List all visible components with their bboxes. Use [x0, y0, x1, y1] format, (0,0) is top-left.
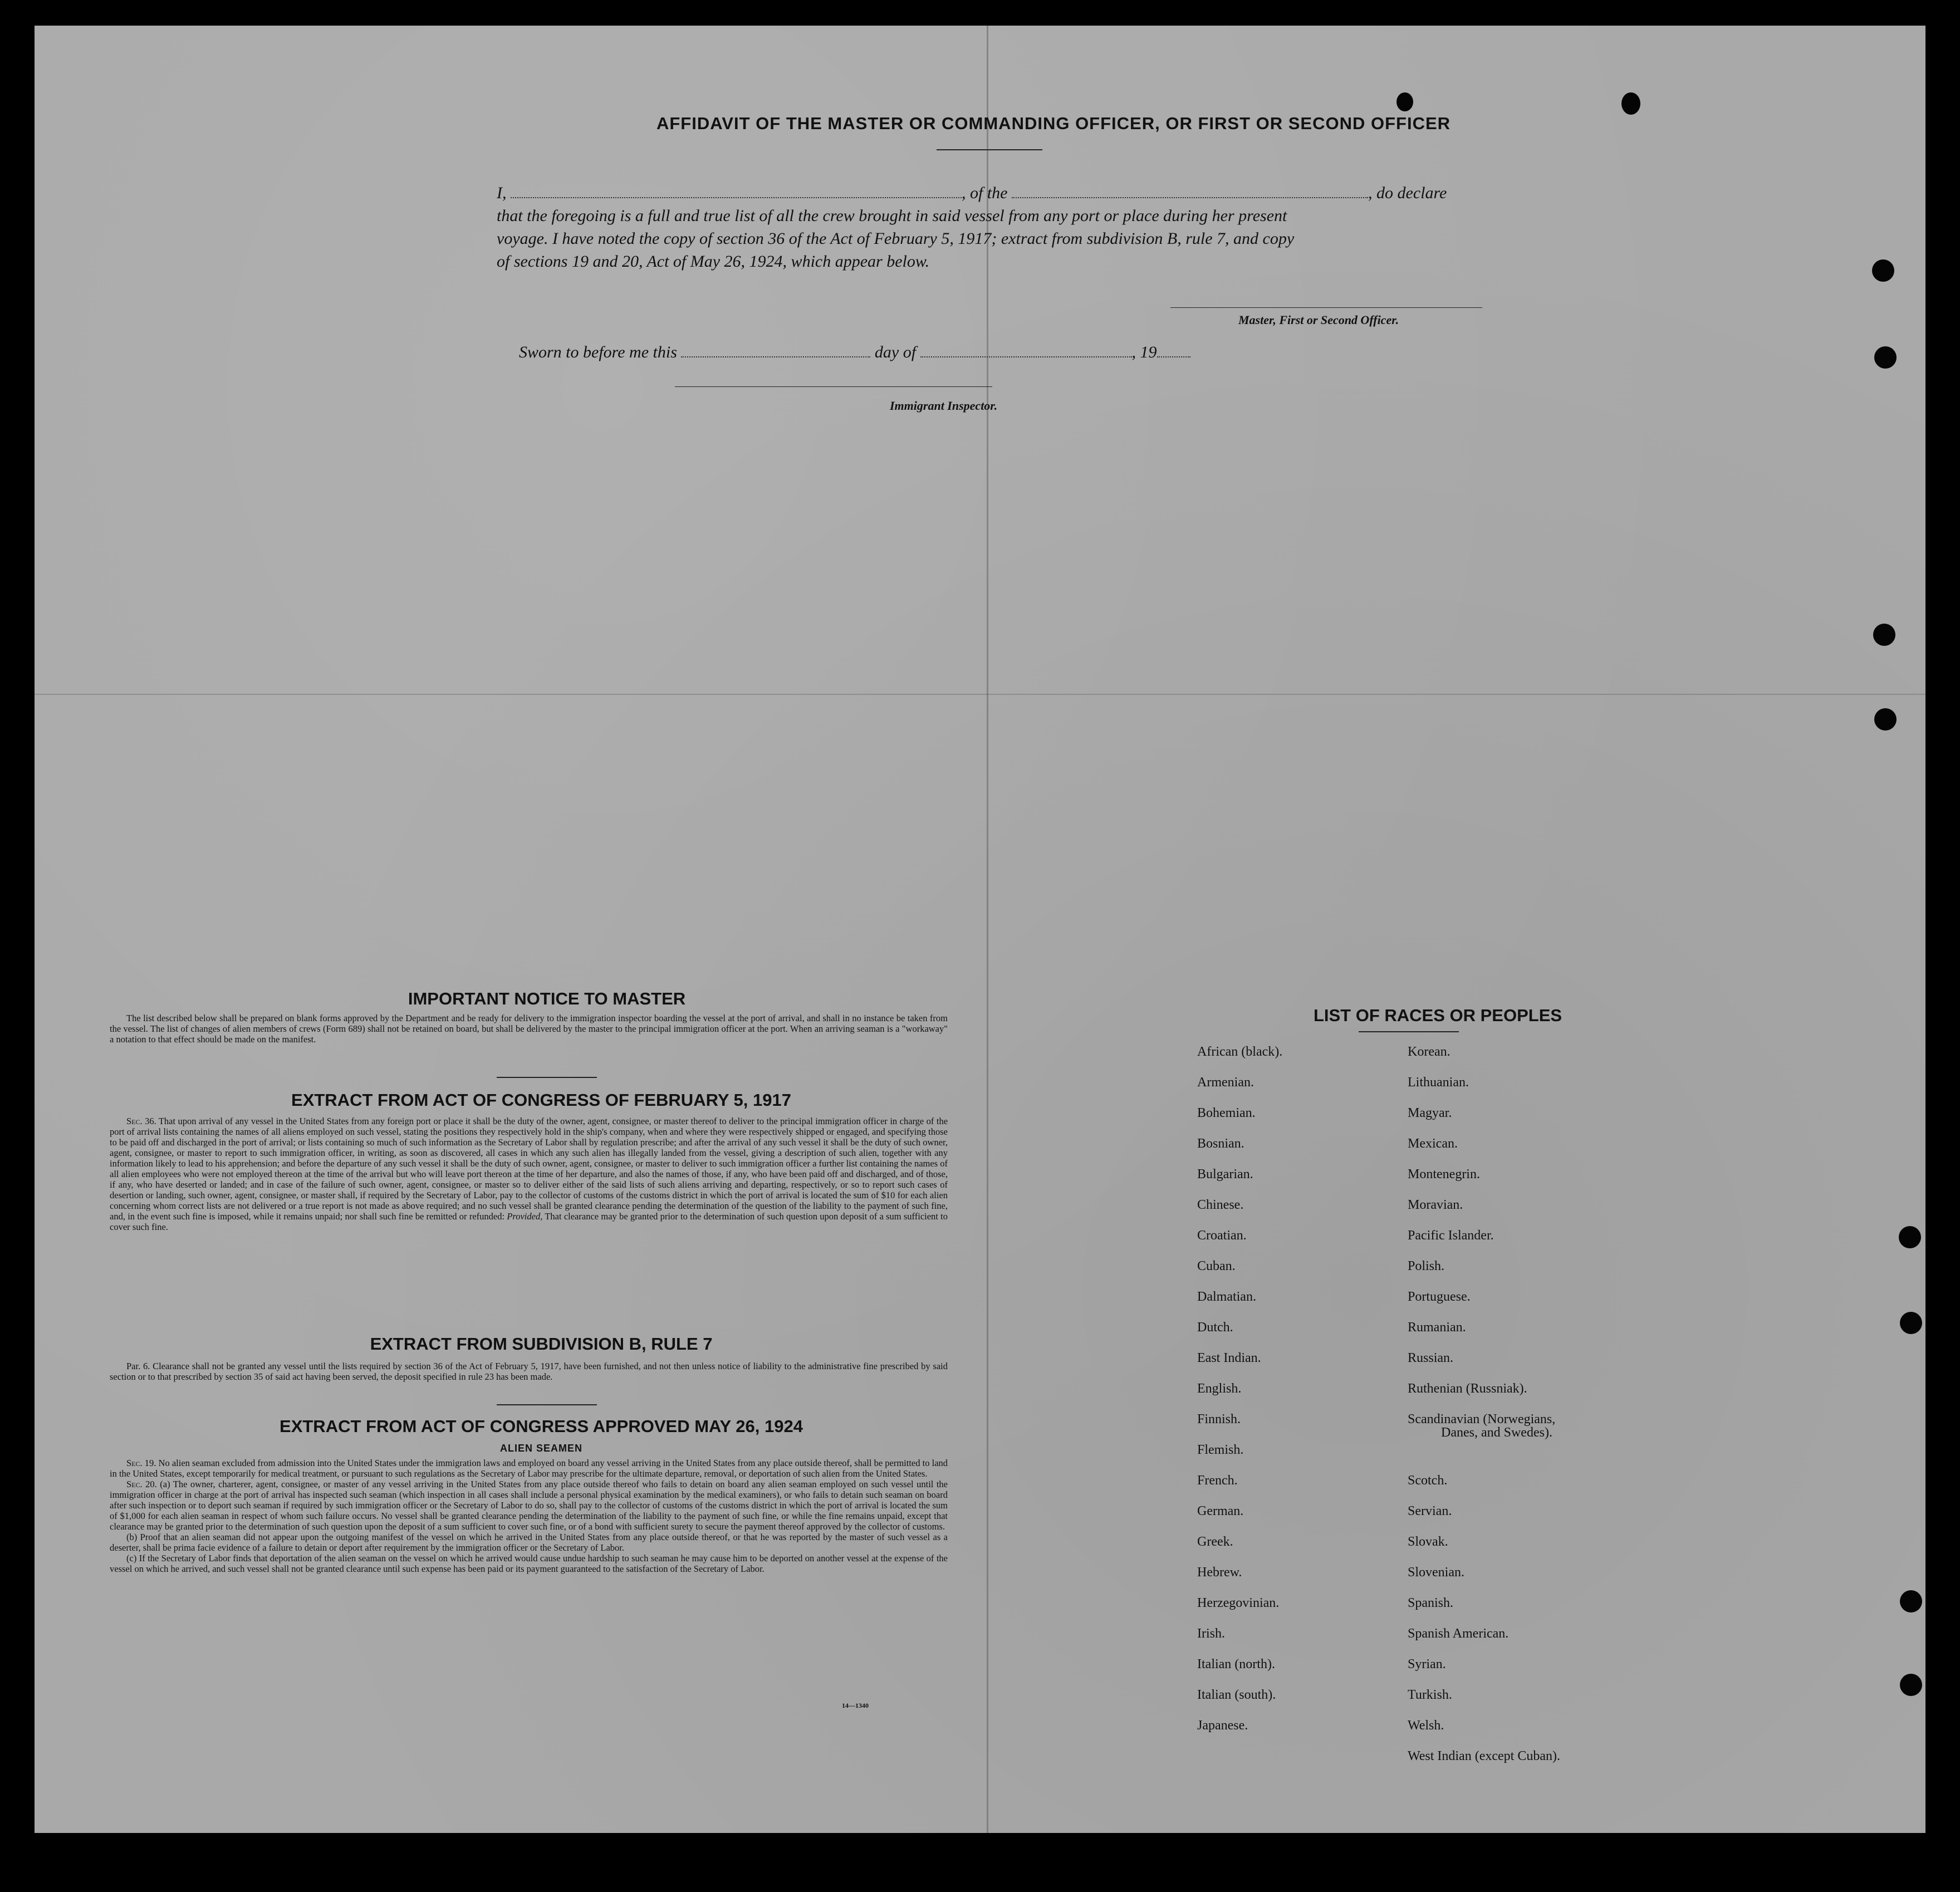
race-item: English.	[1197, 1381, 1242, 1396]
race-item: Danes, and Swedes).	[1441, 1425, 1552, 1440]
race-item: Russian.	[1408, 1351, 1454, 1365]
race-item: African (black).	[1197, 1045, 1283, 1059]
declaration-line-3: voyage. I have noted the copy of section 36 of the Act of February 5, 1917; extract from subdivision B, rule 7, and copy	[497, 229, 1295, 248]
race-item: West Indian (except Cuban).	[1408, 1749, 1560, 1763]
sec-36-label: Sec. 36.	[126, 1116, 156, 1126]
notice-body	[110, 1013, 948, 1045]
document-page	[35, 26, 1925, 1833]
signature-line[interactable]	[1170, 307, 1482, 308]
declaration-do-declare: , do declare	[1368, 184, 1447, 202]
sec-36-text: That upon arrival of any vessel in the United States from any foreign port or place it shall be the duty of the owner, agent, consignee, or master thereof to deliver to the principal immigration officer in charge of the port of arrival lists containing the names of all aliens employed on such vessel, stating the positions they respectively hold in the ship's company, when and where they were respectively shipped or engaged, and specifying those to be paid off and discharged in the port of arrival; or lists containing so much of such information as the Secretary of Labor shall by regulation prescribe; and after the arrival of any such vessel it shall be the duty of such owner, agent, consignee, or master to report to such immigration officer, in writing, as soon as discovered, all cases in which any such alien has illegally landed from the vessel, giving a description of such alien, together with any information likely to lead to his apprehension; and before the departure of any such vessel it shall be the duty of such owner, agent, consignee, or master to deliver to such immigration officer a further list containing the names of all alien employees who were not employed thereon at the time of the arrival but who will leave port thereon at the time of her departure, and also the names of those, if any, who have been paid off and discharged, and of those, if any, who have deserted or landed; and in case of the failure of such owner, agent, consignee, or master so to deliver either of the said lists of such aliens arriving and departing, respectively, or so to report such cases of desertion or landing, such owner, agent, consignee, or master shall, if required by the Secretary of Labor, pay to the collector of customs of the customs district in which the port of arrival is located the sum of $10 for each alien concerning whom correct lists are not delivered or a true report is not made as above required; and no such vessel shall be granted clearance pending the determination of the question of the liability to the payment of such fine, and, in the event such fine is imposed, while it remains unpaid; nor shall such fine be remitted or refunded:	[110, 1116, 948, 1222]
divider	[937, 149, 1042, 150]
year-field[interactable]	[1157, 355, 1190, 357]
provided-label: Provided,	[507, 1211, 543, 1222]
race-item: Servian.	[1408, 1504, 1452, 1518]
race-item: Turkish.	[1408, 1688, 1452, 1702]
race-item: Rumanian.	[1408, 1320, 1466, 1335]
race-item: East Indian.	[1197, 1351, 1261, 1365]
race-item: Irish.	[1197, 1626, 1225, 1641]
race-item: Herzegovinian.	[1197, 1596, 1280, 1610]
provided-text: That clearance may be granted prior to the determination of such question upon deposit of a sum sufficient to cover such fine.	[110, 1211, 948, 1232]
sec-20-label: Sec. 20.	[126, 1479, 157, 1489]
race-item: Italian (south).	[1197, 1688, 1276, 1702]
race-item: Moravian.	[1408, 1198, 1463, 1212]
master-label: Master, First or Second Officer.	[1238, 313, 1399, 327]
races-title: LIST OF RACES OR PEOPLES	[1313, 1006, 1562, 1025]
race-item: Ruthenian (Russniak).	[1408, 1381, 1527, 1396]
fold-line	[987, 26, 988, 1833]
race-item: German.	[1197, 1504, 1244, 1518]
divider	[497, 1077, 597, 1078]
sec-19-label: Sec. 19.	[126, 1458, 156, 1468]
sec-20-c: (c) If the Secretary of Labor finds that deportation of the alien seaman on the vessel on which he arrived would cause undue hardship to such seaman he may cause him to be deported on another vessel at the expense of the vessel on which he arrived, and such vessel shall not be granted clearance until such expense has been paid or its payment guaranteed to the satisfaction of the Secretary of Labor.	[110, 1553, 948, 1574]
race-item: Bulgarian.	[1197, 1167, 1253, 1182]
race-item: Mexican.	[1408, 1136, 1458, 1151]
race-item: Portuguese.	[1408, 1290, 1471, 1304]
race-item: Magyar.	[1408, 1106, 1452, 1120]
declaration-line-4: of sections 19 and 20, Act of May 26, 1924, which appear below.	[497, 252, 930, 271]
extract-1917-title: EXTRACT FROM ACT OF CONGRESS OF FEBRUARY 5, 1917	[291, 1090, 791, 1110]
rule-7-body	[110, 1361, 948, 1382]
race-item: Scotch.	[1408, 1473, 1448, 1488]
declaration-of-the: , of the	[962, 184, 1008, 202]
name-field[interactable]	[511, 196, 962, 198]
race-item: Italian (north).	[1197, 1657, 1275, 1672]
divider	[1359, 1031, 1459, 1032]
year-prefix: , 19	[1131, 343, 1157, 361]
declaration-i: I,	[497, 184, 507, 202]
form-number: 14—1340	[842, 1702, 869, 1709]
race-item: Scandinavian (Norwegians,	[1408, 1412, 1556, 1427]
race-item: Cuban.	[1197, 1259, 1236, 1273]
race-item: Polish.	[1408, 1259, 1445, 1273]
day-of-label: day of	[874, 343, 917, 361]
race-item: Armenian.	[1197, 1075, 1254, 1090]
notice-text: The list described below shall be prepared on blank forms approved by the Department and be ready for delivery to the immigration inspector boarding the vessel at the port of arrival, and shall in no instance be taken from the vessel. The list of changes of alien members of crews (Form 689) shall not be retained on board, but shall be delivered by the master to the principal immigration officer at the port. When an arriving seaman is a "workaway" a notation to that effect should be made on the manifest.	[110, 1013, 948, 1045]
race-item: Japanese.	[1197, 1718, 1248, 1733]
punch-hole	[1872, 259, 1894, 282]
affidavit-title: AFFIDAVIT OF THE MASTER OR COMMANDING OFFICER, OR FIRST OR SECOND OFFICER	[656, 114, 1451, 133]
race-item: Lithuanian.	[1408, 1075, 1469, 1090]
rule-7-title: EXTRACT FROM SUBDIVISION B, RULE 7	[370, 1334, 713, 1354]
extract-1917-body	[110, 1116, 948, 1232]
rule-7-text: Par. 6. Clearance shall not be granted any vessel until the lists required by section 36 of the Act of February 5, 1917, have been furnished, and not then unless notice of liability to the administrative fine prescribed by said section or to that prescribed by section 35 of said act having been served, the deposit specified in rule 23 has been made.	[110, 1361, 948, 1382]
race-item: Montenegrin.	[1408, 1167, 1480, 1182]
sworn-prefix: Sworn to before me this	[519, 343, 677, 361]
race-item: Bohemian.	[1197, 1106, 1256, 1120]
vessel-field[interactable]	[1012, 196, 1368, 198]
race-item: Spanish American.	[1408, 1626, 1509, 1641]
race-item: Spanish.	[1408, 1596, 1454, 1610]
race-item: Welsh.	[1408, 1718, 1444, 1733]
race-item: Finnish.	[1197, 1412, 1241, 1427]
punch-hole	[1396, 92, 1413, 111]
punch-hole	[1900, 1590, 1922, 1612]
race-item: Syrian.	[1408, 1657, 1446, 1672]
punch-hole	[1899, 1226, 1921, 1248]
race-item: Dutch.	[1197, 1320, 1233, 1335]
sec-20-text: (a) The owner, charterer, agent, consignee, or master of any vessel arriving in the United States from any place outside thereof who fails to detain on board any alien seaman employed on such vessel until the immigration officer in charge at the port of arrival has inspected such seaman (which inspection in all cases shall include a personal physical examination by the medical examiners), or who fails to detain such seaman on board after such inspection or to deport such seaman if required by such immigration officer or the Secretary of Labor to do so, shall pay to the collector of customs of the customs district in which the port of arrival is located the sum of $1,000 for each alien seaman in respect of whom such failure occurs. No vessel shall be granted clearance pending the determination of the liability to the payment of such fine, or while the fine remains unpaid, except that clearance may be granted prior to the determination of such question upon the deposit of a sum sufficient to cover such fine, or of a bond with sufficient surety to secure the payment thereof approved by the collector of customs.	[110, 1479, 948, 1532]
race-item: Flemish.	[1197, 1443, 1244, 1457]
race-item: Slovak.	[1408, 1535, 1448, 1549]
race-item: Pacific Islander.	[1408, 1228, 1494, 1243]
race-item: Hebrew.	[1197, 1565, 1242, 1580]
punch-hole	[1874, 708, 1897, 731]
inspector-signature-line[interactable]	[675, 386, 992, 387]
extract-1924-title: EXTRACT FROM ACT OF CONGRESS APPROVED MAY 26, 1924	[280, 1416, 803, 1436]
race-item: French.	[1197, 1473, 1238, 1488]
notice-title: IMPORTANT NOTICE TO MASTER	[408, 989, 686, 1008]
punch-hole	[1900, 1312, 1922, 1334]
punch-hole	[1873, 624, 1895, 646]
race-item: Slovenian.	[1408, 1565, 1464, 1580]
day-field[interactable]	[681, 355, 870, 357]
alien-seamen-subtitle: ALIEN SEAMEN	[499, 1443, 582, 1454]
race-item: Dalmatian.	[1197, 1290, 1256, 1304]
month-field[interactable]	[920, 355, 1132, 357]
sec-19-text: No alien seaman excluded from admission into the United States under the immigration laws and employed on board any vessel arriving in the United States from any place outside thereof, shall be permitted to land in the United States, except temporarily for medical treatment, or pursuant to such regulations as the Secretary of Labor may prescribe for the ultimate departure, removal, or deportation of such alien from the United States.	[110, 1458, 948, 1479]
race-item: Korean.	[1408, 1045, 1451, 1059]
punch-hole	[1874, 346, 1897, 369]
race-item: Croatian.	[1197, 1228, 1247, 1243]
extract-1924-body	[110, 1458, 948, 1574]
divider	[497, 1404, 597, 1405]
punch-hole	[1900, 1674, 1922, 1696]
fold-line	[35, 694, 1925, 695]
race-item: Chinese.	[1197, 1198, 1244, 1212]
race-item: Greek.	[1197, 1535, 1233, 1549]
race-item: Bosnian.	[1197, 1136, 1244, 1151]
declaration-line-2: that the foregoing is a full and true list of all the crew brought in said vessel from any port or place during her present	[497, 207, 1287, 225]
sec-20-b: (b) Proof that an alien seaman did not appear upon the outgoing manifest of the vessel on which he arrived in the United States from any place outside thereof, or that he was reported by the master of such vessel as a deserter, shall be prima facie evidence of a failure to detain or deport after requirement by the immigration officer or the Secretary of Labor.	[110, 1532, 948, 1553]
punch-hole	[1621, 92, 1640, 115]
inspector-label: Immigrant Inspector.	[890, 399, 998, 413]
sworn-line	[519, 343, 1190, 362]
declaration-text	[497, 182, 1566, 273]
